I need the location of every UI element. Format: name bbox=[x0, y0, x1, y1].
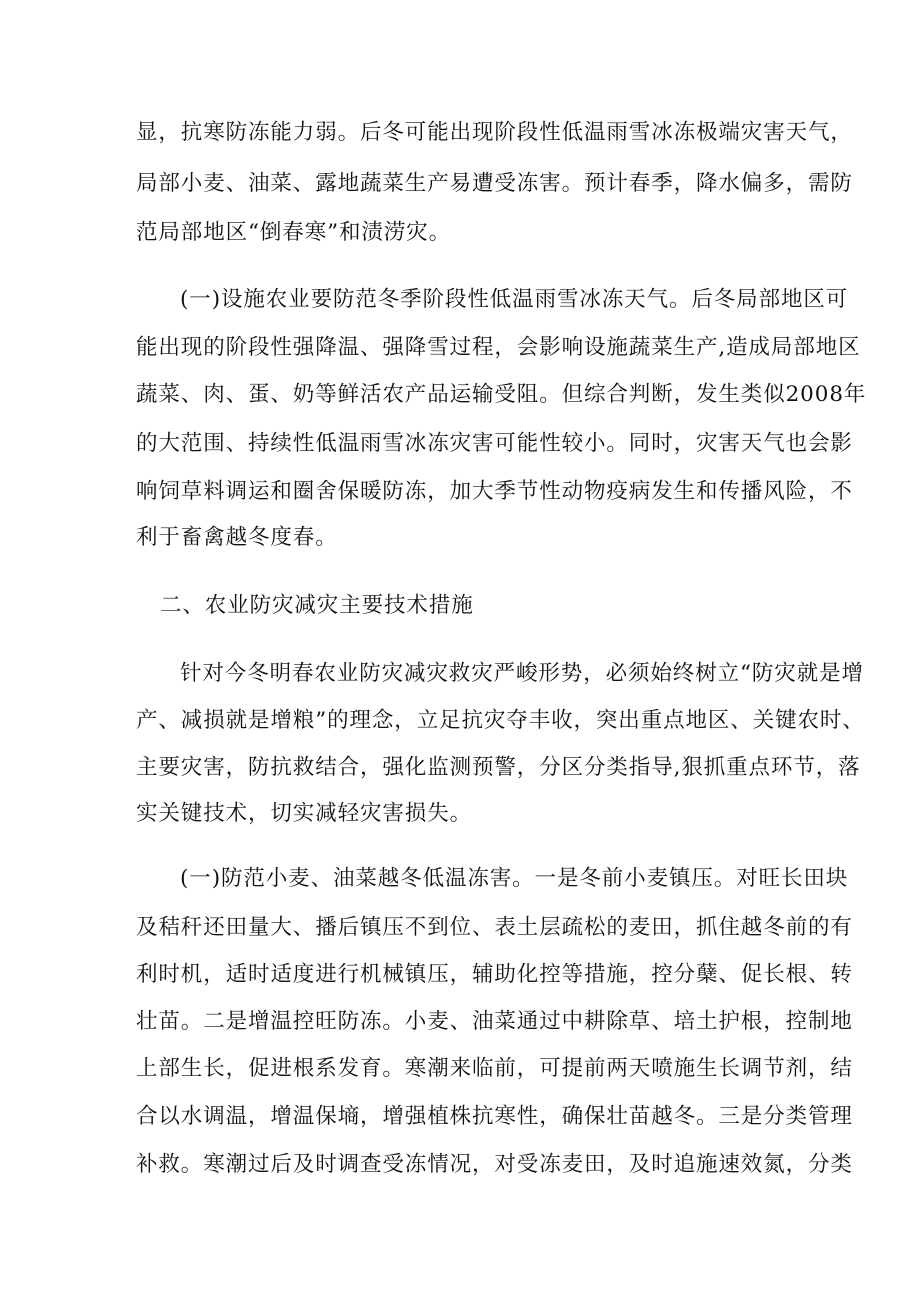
text-line: 利于畜禽越冬度春。 bbox=[136, 525, 338, 550]
text-line: 蔬菜、肉、蛋、奶等鲜活农产品运输受阻。但综合判断，发生类似2008年 bbox=[136, 382, 867, 407]
section-heading: 二、农业防灾减灾主要技术措施 bbox=[160, 593, 474, 618]
text-line: 产、减损就是增粮”的理念，立足抗灾夺丰收，突出重点地区、关键农时、 bbox=[136, 708, 865, 733]
text-line: 主要灾害，防抗救结合，强化监测预警，分区分类指导,狠抓重点环节，落 bbox=[136, 755, 861, 780]
text-line: 及秸秆还田量大、播后镇压不到位、表土层疏松的麦田，抓住越冬前的有 bbox=[136, 915, 853, 940]
text-line: 上部生长，促进根系发育。寒潮来临前，可提前两天喷施生长调节剂，结 bbox=[136, 1056, 853, 1081]
text-line: 利时机，适时适度进行机械镇压，辅助化控等措施，控分蘖、促长根、转 bbox=[136, 962, 853, 987]
text-line: 局部小麦、油菜、露地蔬菜生产易遭受冻害。预计春季，降水偏多，需防 bbox=[136, 171, 853, 196]
text-line: 的大范围、持续性低温雨雪冰冻灾害可能性较小。同时，灾害天气也会影 bbox=[136, 431, 853, 456]
text-line: 补救。寒潮过后及时调查受冻情况，对受冻麦田，及时追施速效氮，分类 bbox=[136, 1152, 853, 1177]
text-line: (一)防范小麦、油菜越冬低温冻害。一是冬前小麦镇压。对旺长田块 bbox=[180, 866, 849, 891]
text-line: 壮苗。二是增温控旺防冻。小麦、油菜通过中耕除草、培土护根，控制地 bbox=[136, 1009, 853, 1034]
text-line: 响饲草料调运和圈舍保暖防冻，加大季节性动物疫病发生和传播风险，不 bbox=[136, 479, 853, 504]
text-line: 显，抗寒防冻能力弱。后冬可能出现阶段性低温雨雪冰冻极端灾害天气， bbox=[136, 120, 853, 145]
text-line: 针对今冬明春农业防灾减灾救灾严峻形势，必须始终树立“防灾就是增 bbox=[180, 661, 864, 686]
text-line: 能出现的阶段性强降温、强降雪过程，会影响设施蔬菜生产,造成局部地区 bbox=[136, 335, 861, 360]
text-line: 合以水调温，增温保墒，增强植株抗寒性，确保壮苗越冬。三是分类管理 bbox=[136, 1104, 853, 1129]
text-line: 实关键技术，切实减轻灾害损失。 bbox=[136, 801, 473, 826]
text-line: 范局部地区“倒春寒”和渍涝灾。 bbox=[136, 220, 451, 245]
text-line: (一)设施农业要防范冬季阶段性低温雨雪冰冻天气。后冬局部地区可 bbox=[180, 287, 849, 312]
